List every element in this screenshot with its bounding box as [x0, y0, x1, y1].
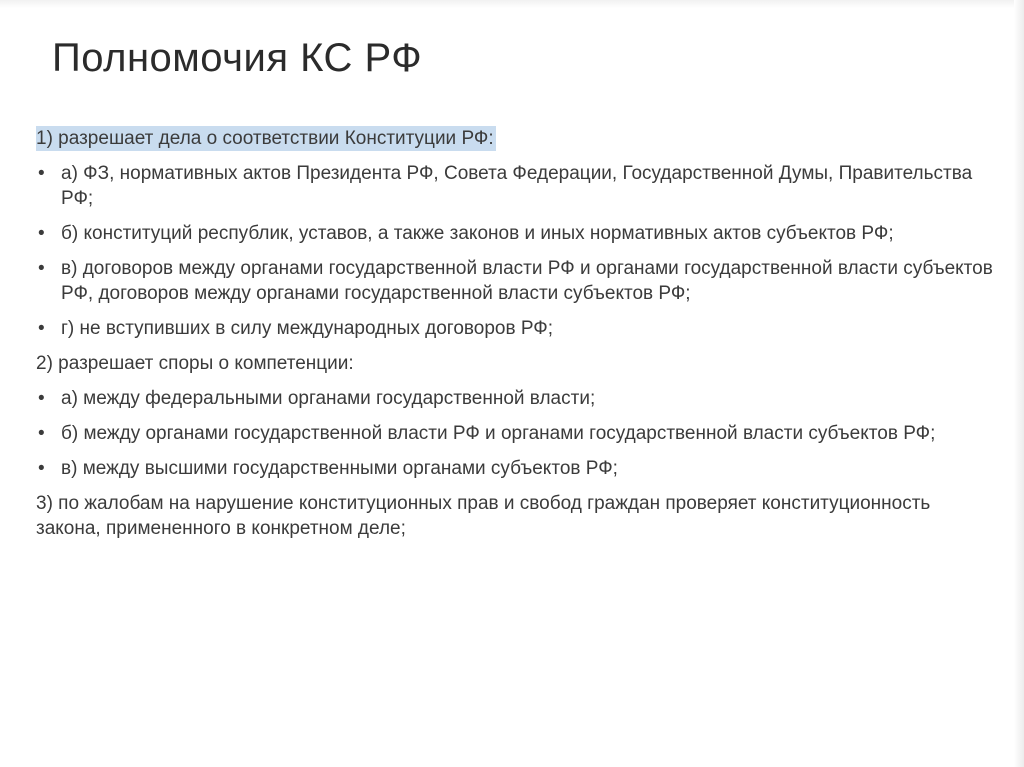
item-1-powers-constitutionality: [36, 126, 998, 151]
bullet-icon: •: [38, 258, 45, 279]
subitem-1a: [36, 161, 998, 211]
subitem-text: а) ФЗ, нормативных актов Президента РФ, Совета Федерации, Государственной Думы, Правительства РФ;: [61, 163, 973, 209]
item-3-complaints: [36, 491, 998, 541]
subitem-1d: [36, 316, 998, 341]
subitem-1c: [36, 256, 998, 306]
item-text: 3) по жалобам на нарушение конституционных прав и свобод граждан проверяет конституционность закона, примененного в конкретном деле;: [36, 493, 931, 539]
subitem-text: в) между высшими государственными органами субъектов РФ;: [61, 458, 618, 479]
item-text: 1) разрешает дела о соответствии Конституции РФ:: [36, 128, 494, 149]
bullet-icon: •: [38, 423, 45, 444]
subitem-1b: [36, 221, 998, 246]
subitem-2c: [36, 456, 998, 481]
item-2-competence-disputes: [36, 351, 998, 376]
subitem-text: г) не вступивших в силу международных договоров РФ;: [61, 318, 554, 339]
bullet-icon: •: [38, 223, 45, 244]
slide-right-shadow: [1014, 0, 1024, 767]
bullet-icon: •: [38, 163, 45, 184]
slide-title: Полномочия КС РФ: [52, 36, 423, 80]
slide-content: [36, 126, 998, 551]
subitem-2b: [36, 421, 998, 446]
item-text: 2) разрешает споры о компетенции:: [36, 353, 354, 374]
subitem-text: а) между федеральными органами государственной власти;: [61, 388, 596, 409]
subitem-text: б) между органами государственной власти РФ и органами государственной власти субъектов РФ;: [61, 423, 936, 444]
bullet-icon: •: [38, 318, 45, 339]
bullet-icon: •: [38, 458, 45, 479]
bullet-icon: •: [38, 388, 45, 409]
subitem-2a: [36, 386, 998, 411]
slide-top-shadow: [0, 0, 1024, 8]
subitem-text: б) конституций республик, уставов, а также законов и иных нормативных актов субъектов РФ;: [61, 223, 894, 244]
subitem-text: в) договоров между органами государственной власти РФ и органами государственной власти субъектов РФ, договоров между органами государственной власти субъектов РФ;: [61, 258, 993, 304]
